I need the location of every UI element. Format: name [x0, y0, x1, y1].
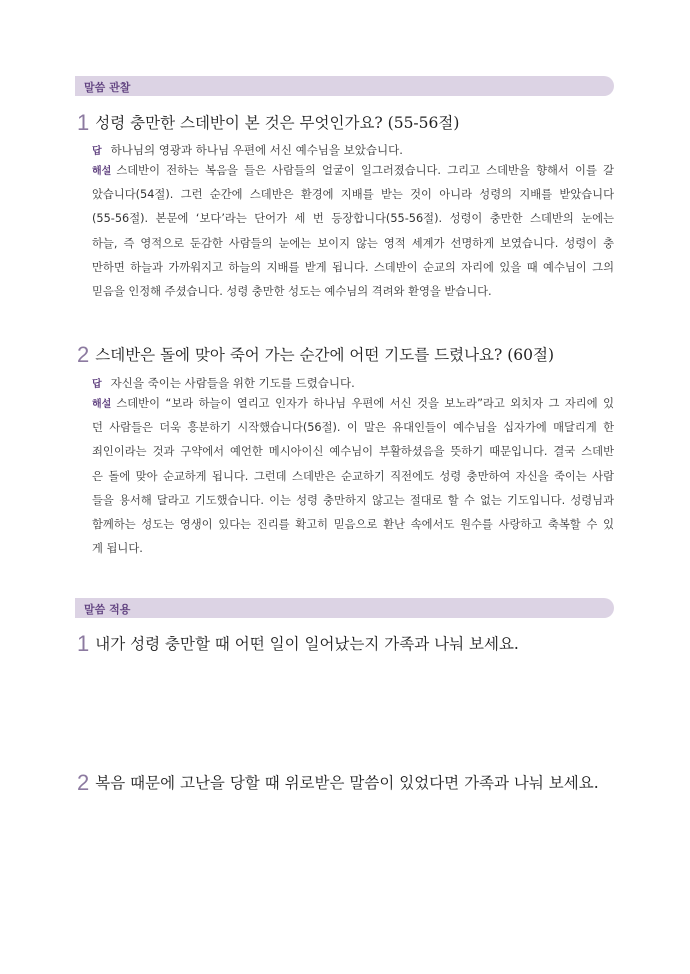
- explanation-line: [92, 207, 614, 231]
- apply-question-2: [77, 770, 599, 796]
- explanation-text: 하늘, 즉 영적으로 둔감한 사람들의 눈에는 보이지 않는 영적 세계가 선명하게 보였습니다. 성령이 충: [92, 236, 614, 250]
- answer-text: 하나님의 영광과 하나님 우편에 서신 예수님을 보았습니다.: [110, 143, 403, 157]
- explanation: [92, 159, 614, 304]
- question-number: 1: [77, 631, 90, 656]
- explanation-line: [92, 489, 614, 513]
- section-header-apply: [75, 598, 614, 618]
- explanation-text: 스데반이 “보라 하늘이 열리고 인자가 하나님 우편에 서신 것을 보노라”라고 외치자 그 자리에 있: [116, 397, 614, 410]
- question-text: 성령 충만한 스데반이 본 것은 무엇인가요? (55-56절): [95, 114, 460, 132]
- apply-question-1: [77, 631, 519, 657]
- question-2: [77, 342, 554, 368]
- explanation-text: 스데반이 전하는 복음을 들은 사람들의 얼굴이 일그러졌습니다. 그리고 스데반을 향해서 이를 갈: [116, 164, 614, 177]
- section-title: 말씀 적용: [84, 603, 131, 616]
- question-text: 스데반은 돌에 맞아 죽어 가는 순간에 어떤 기도를 드렸나요? (60절): [95, 346, 555, 364]
- explanation-line: [92, 440, 614, 464]
- answer: [92, 375, 355, 391]
- explanation-label: 해설: [92, 166, 112, 177]
- question-number: 2: [77, 342, 90, 367]
- question-number: 1: [77, 110, 90, 135]
- section-title: 말씀 관찰: [84, 81, 131, 94]
- explanation-text: 은 돌에 맞아 순교하게 됩니다. 그런데 스데반은 순교하기 직전에도 성령 충만하여 자신을 죽이는 사람: [92, 469, 614, 483]
- explanation-line: [92, 392, 614, 416]
- explanation-line: [92, 159, 614, 183]
- explanation-text: 던 사람들은 더욱 흥분하기 시작했습니다(56절). 이 말은 유대인들이 예수님을 십자가에 매달리게 한: [92, 421, 614, 435]
- explanation-line: [92, 183, 614, 207]
- answer-label: 답: [92, 379, 102, 390]
- explanation-line: [92, 537, 614, 561]
- answer-text: 자신을 죽이는 사람들을 위한 기도를 드렸습니다.: [110, 376, 355, 390]
- explanation-text: 죄인이라는 것과 구약에서 예언한 메시아이신 예수님이 부활하셨음을 뜻하기 때문입니다. 결국 스데반: [92, 445, 614, 459]
- question-number: 2: [77, 770, 90, 795]
- explanation-line: [92, 513, 614, 537]
- explanation-text: 들을 용서해 달라고 기도했습니다. 이는 성령 충만하지 않고는 절대로 할 수 없는 기도입니다. 성령님과: [92, 493, 614, 507]
- explanation-line: [92, 465, 614, 489]
- explanation-label: 해설: [92, 399, 112, 410]
- explanation-text: 만하면 하늘과 가까워지고 하늘의 지배를 받게 됩니다. 스데반이 순교의 자리에 있을 때 예수님이 그의: [92, 260, 614, 274]
- explanation-line: [92, 256, 614, 280]
- answer: [92, 142, 403, 158]
- explanation-text: 함께하는 성도는 영생이 있다는 진리를 확고히 믿음으로 환난 속에서도 원수를 사랑하고 축복할 수 있: [92, 517, 614, 531]
- explanation-text: (55-56절). 본문에 ‘보다’라는 단어가 세 번 등장합니다(55-56절). 성령이 충만한 스데반의 눈에는: [92, 212, 614, 226]
- explanation: [92, 392, 614, 561]
- explanation-line: [92, 232, 614, 256]
- explanation-line: [92, 416, 614, 440]
- question-1: [77, 110, 459, 136]
- explanation-text: 게 됩니다.: [92, 542, 143, 556]
- explanation-text: 믿음을 인정해 주셨습니다. 성령 충만한 성도는 예수님의 격려와 환영을 받습니다.: [92, 284, 492, 298]
- explanation-text: 았습니다(54절). 그런 순간에 스데반은 환경에 지배를 받는 것이 아니라 성령의 지배를 받았습니다: [92, 188, 614, 202]
- answer-label: 답: [92, 146, 102, 157]
- explanation-line: [92, 280, 614, 304]
- question-text: 내가 성령 충만할 때 어떤 일이 일어났는지 가족과 나눠 보세요.: [95, 635, 519, 653]
- section-header-observe: [75, 76, 614, 96]
- question-text: 복음 때문에 고난을 당할 때 위로받은 말씀이 있었다면 가족과 나눠 보세요.: [95, 774, 599, 792]
